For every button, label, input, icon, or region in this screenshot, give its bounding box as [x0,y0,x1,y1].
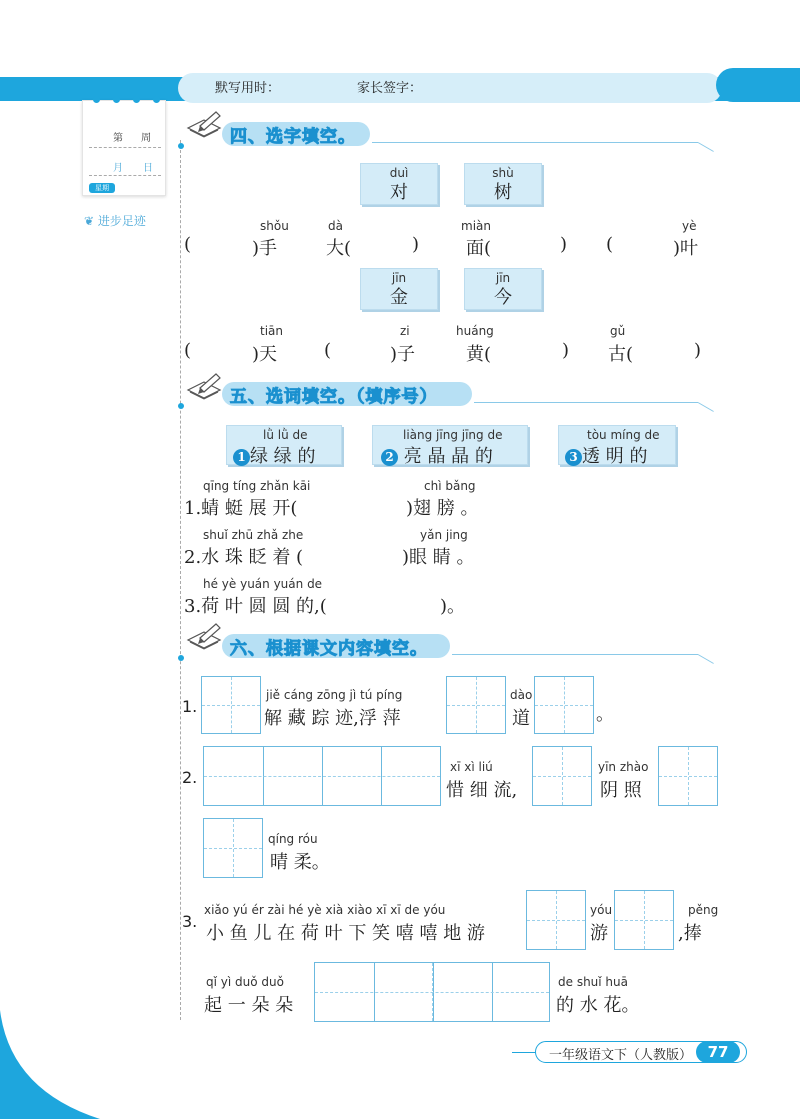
blank-open: ( [324,340,332,361]
calendar-day: 日 [143,163,153,174]
pencil-book-icon [186,622,224,652]
section4-rule [372,142,698,143]
footsteps-text: 进步足迹 [97,214,146,228]
pinyin: qíng róu [268,832,318,846]
card-pinyin: jīn [391,271,407,285]
pinyin: yè [682,219,697,233]
blank-open: 古( [608,344,634,365]
option-pinyin: tòu míng de [587,428,660,442]
blank-close: )天 [252,344,278,365]
blank-close: )手 [252,238,278,259]
blank-close: )子 [390,344,416,365]
blank-open: ( [184,234,192,255]
option-hanzi: 绿 绿 的 [250,446,316,467]
word-option-2 [372,425,528,465]
question-number: 1. [182,697,198,716]
option-pinyin: lǜ lǜ de [263,428,308,442]
question-5-3-text: 3.荷 叶 圆 圆 的,( [184,596,327,617]
footprint-icon: ❦ [84,214,98,228]
option-number: 1 [233,449,250,466]
blank-close: ) [562,340,570,361]
option-number: 2 [381,449,398,466]
pinyin: pěng [688,903,719,917]
pinyin: miàn [461,219,491,233]
tianzige-row-4[interactable] [203,746,441,806]
pinyin: yǎn jing [420,528,468,542]
tianzige-box[interactable] [526,890,586,950]
pencil-book-icon [186,372,224,402]
hanzi-text: ,捧 [678,923,702,944]
pencil-book-icon [186,110,224,140]
pinyin: de shuǐ huā [558,975,628,989]
blank-close: ) [412,234,420,255]
tianzige-box[interactable] [203,818,263,878]
question-number: 2. [182,768,198,787]
blank-open: 面( [466,238,492,259]
calendar-week-prefix: 第 [113,133,123,144]
question-5-3-end: )。 [440,596,466,617]
hanzi-text: 的 水 花。 [556,995,640,1016]
char-card-shu [464,163,542,205]
blank-close: ) [560,234,568,255]
blank-open: ( [606,234,614,255]
calendar-month: 月 [113,163,123,174]
blank-open: 黄( [466,344,492,365]
pinyin: gǔ [610,324,626,338]
question-number: 3. [182,912,198,931]
pinyin: qīng tíng zhǎn kāi [203,479,311,493]
dictation-time-label: 默写用时： [215,81,281,96]
tianzige-box[interactable] [534,676,594,734]
calendar-weekday: 星期 [89,183,115,193]
card-pinyin: shù [492,166,514,180]
hanzi-text: 惜 细 流, [446,780,518,801]
char-card-dui [360,163,438,205]
card-pinyin: jīn [495,271,511,285]
pinyin: xī xì liú [450,760,493,774]
tianzige-box[interactable] [658,746,718,806]
footsteps-label [84,212,146,229]
tianzige-row-4[interactable] [314,962,550,1022]
corner-decoration [0,1010,100,1119]
tianzige-box[interactable] [201,676,261,734]
option-pinyin: liàng jīng jīng de [403,428,503,442]
pinyin: chì bǎng [424,479,476,493]
question-5-1-end: )翅 膀 。 [406,498,479,519]
card-hanzi: 对 [390,182,408,203]
calendar-card [82,100,166,196]
char-card-jin-now [464,268,542,310]
pinyin: yóu [590,903,613,917]
word-option-1 [226,425,342,465]
pinyin: qǐ yì duǒ duǒ [206,975,284,989]
pinyin: tiān [260,324,283,338]
option-hanzi: 透 明 的 [582,446,648,467]
card-hanzi: 今 [494,287,512,308]
section5-title: 五、选词填空。（填序号） [230,387,438,407]
tianzige-box[interactable] [446,676,506,734]
calendar-week-suffix: 周 [141,133,151,144]
pinyin: shuǐ zhū zhǎ zhe [203,528,304,542]
margin-line [180,140,181,1020]
blank-open: 大( [326,238,352,259]
pinyin: hé yè yuán yuán de [203,577,323,591]
hanzi-text: 道 [512,708,530,729]
tianzige-box[interactable] [532,746,592,806]
word-option-3 [558,425,676,465]
hanzi-text: 解 藏 踪 迹,浮 萍 [264,708,401,729]
pinyin: dào [510,688,533,702]
card-pinyin: duì [389,166,409,180]
question-5-1-text: 1.蜻 蜓 展 开( [184,498,298,519]
period: 。 [596,704,614,725]
hanzi-text: 小 鱼 儿 在 荷 叶 下 笑 嘻 嘻 地 游 [206,923,485,944]
blank-close: )叶 [673,238,699,259]
hanzi-text: 起 一 朵 朵 [204,995,294,1016]
option-hanzi: 亮 晶 晶 的 [403,446,493,467]
char-card-jin-gold [360,268,438,310]
pinyin: huáng [456,324,494,338]
pinyin: zi [400,324,410,338]
pinyin: shǒu [260,219,289,233]
pinyin: dà [328,219,343,233]
top-bar-right-tab [716,68,800,102]
blank-open: ( [184,340,192,361]
hanzi-text: 游 [590,923,608,944]
question-5-2-end: )眼 睛 。 [402,547,475,568]
footer-book-title: 一年级语文下（人教版） [549,1048,693,1063]
pinyin: yīn zhào [598,760,649,774]
blank-close: ) [694,340,702,361]
hanzi-text: 晴 柔。 [270,852,330,873]
pinyin: jiě cáng zōng jì tú píng [266,688,403,702]
question-5-2-text: 2.水 珠 眨 着 ( [184,547,304,568]
option-number: 3 [565,449,582,466]
page-number: 77 [696,1041,740,1063]
card-hanzi: 金 [390,287,408,308]
section4-title: 四、选字填空。 [230,127,356,147]
card-hanzi: 树 [494,182,512,203]
parent-sign-label: 家长签字： [357,81,423,96]
tianzige-box[interactable] [614,890,674,950]
hanzi-text: 阴 照 [600,780,642,801]
pinyin: xiǎo yú ér zài hé yè xià xiào xī xī de yóu [204,903,446,917]
section6-title: 六、根据课文内容填空。 [230,639,428,659]
